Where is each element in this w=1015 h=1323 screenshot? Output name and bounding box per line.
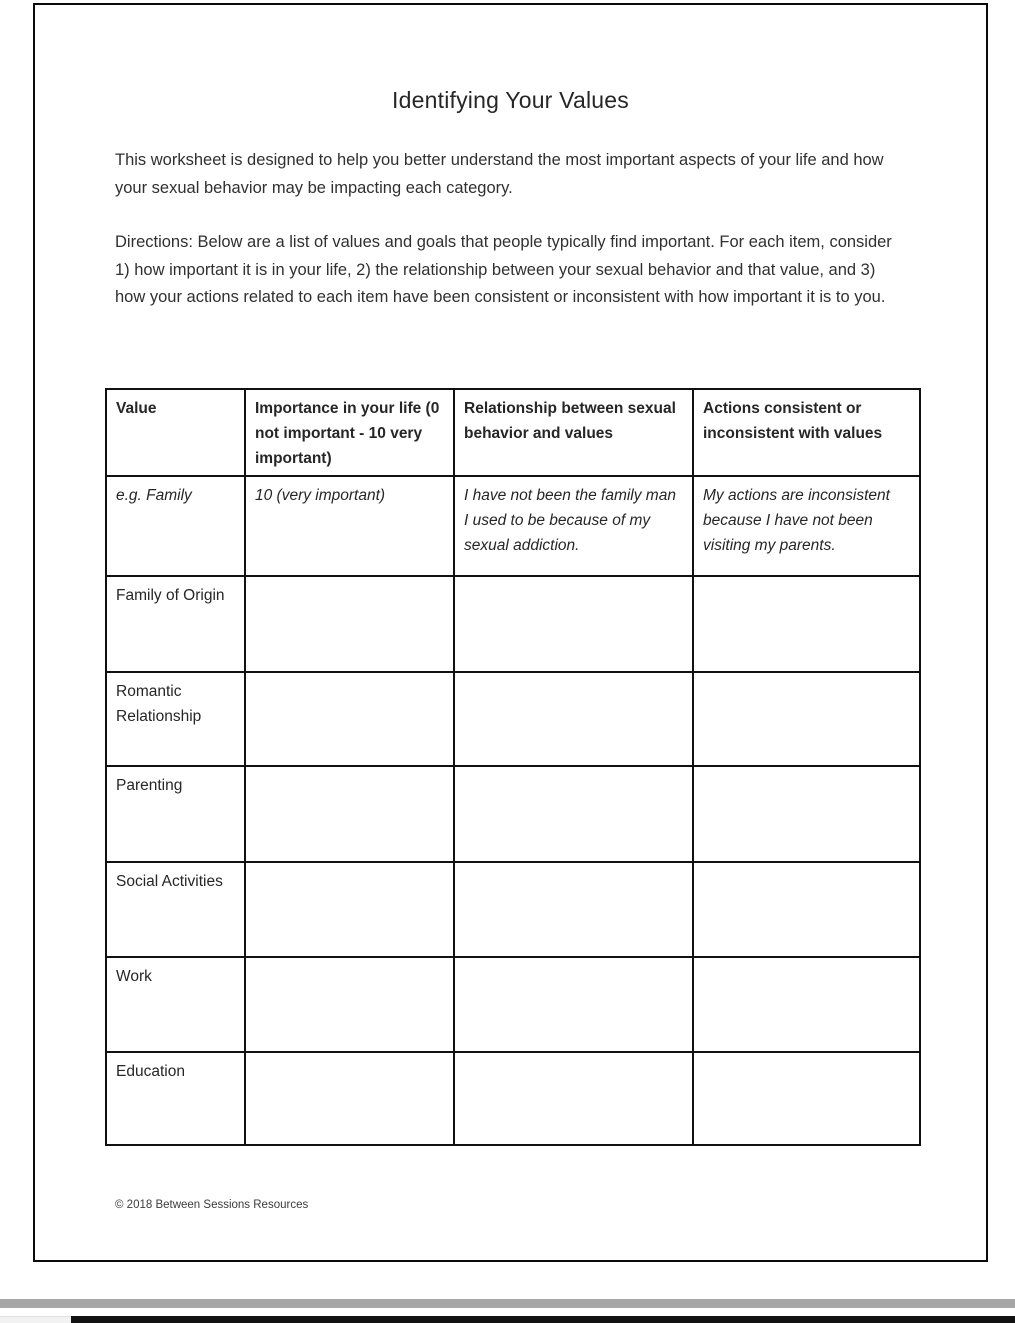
table-row (106, 862, 920, 957)
values-table (105, 388, 921, 1146)
horizontal-scrollbar[interactable] (0, 1299, 1015, 1308)
example-cell-value: e.g. Family (106, 476, 245, 576)
row-label-cell: Romantic Relationship (106, 672, 245, 766)
empty-cell (693, 862, 920, 957)
empty-cell (693, 766, 920, 862)
empty-cell (454, 766, 693, 862)
window-edge-bar (71, 1316, 1015, 1323)
copyright-text: © 2018 Between Sessions Resources (115, 1199, 309, 1211)
row-label-cell: Work (106, 957, 245, 1052)
empty-cell (245, 862, 454, 957)
empty-cell (454, 957, 693, 1052)
empty-cell (454, 862, 693, 957)
empty-cell (693, 1052, 920, 1145)
table-row (106, 576, 920, 672)
table-row (106, 957, 920, 1052)
window-edge-notch (0, 1316, 71, 1323)
worksheet-page (33, 3, 988, 1262)
row-label-cell: Social Activities (106, 862, 245, 957)
empty-cell (454, 1052, 693, 1145)
header-cell-actions: Actions consistent or inconsistent with values (693, 389, 920, 476)
example-cell-relationship: I have not been the family man I used to be because of my sexual addiction. (454, 476, 693, 576)
header-cell-importance: Importance in your life (0 not important - 10 very important) (245, 389, 454, 476)
empty-cell (693, 576, 920, 672)
empty-cell (245, 1052, 454, 1145)
row-label-cell: Family of Origin (106, 576, 245, 672)
page-title: Identifying Your Values (392, 87, 629, 113)
table-row (106, 1052, 920, 1145)
example-row (106, 476, 920, 576)
empty-cell (245, 957, 454, 1052)
header-cell-value: Value (106, 389, 245, 476)
empty-cell (454, 576, 693, 672)
table-row (106, 672, 920, 766)
empty-cell (693, 957, 920, 1052)
table-row (106, 766, 920, 862)
empty-cell (245, 672, 454, 766)
row-label-cell: Education (106, 1052, 245, 1145)
example-cell-importance: 10 (very important) (245, 476, 454, 576)
intro-paragraph: This worksheet is designed to help you better understand the most important aspects of your life and how your sexual behavior may be impacting each category. (115, 151, 884, 197)
directions-paragraph: Directions: Below are a list of values and goals that people typically find important. For each item, consider 1) how important it is in your life, 2) the relationship between your sexual behavior and that value, and 3) how your actions related to each item have been consistent or inconsistent with how important it is to you. (115, 233, 892, 306)
empty-cell (693, 672, 920, 766)
empty-cell (245, 766, 454, 862)
example-cell-actions: My actions are inconsistent because I have not been visiting my parents. (693, 476, 920, 576)
table-header-row (106, 389, 920, 476)
row-label-cell: Parenting (106, 766, 245, 862)
header-cell-relationship: Relationship between sexual behavior and values (454, 389, 693, 476)
empty-cell (245, 576, 454, 672)
empty-cell (454, 672, 693, 766)
